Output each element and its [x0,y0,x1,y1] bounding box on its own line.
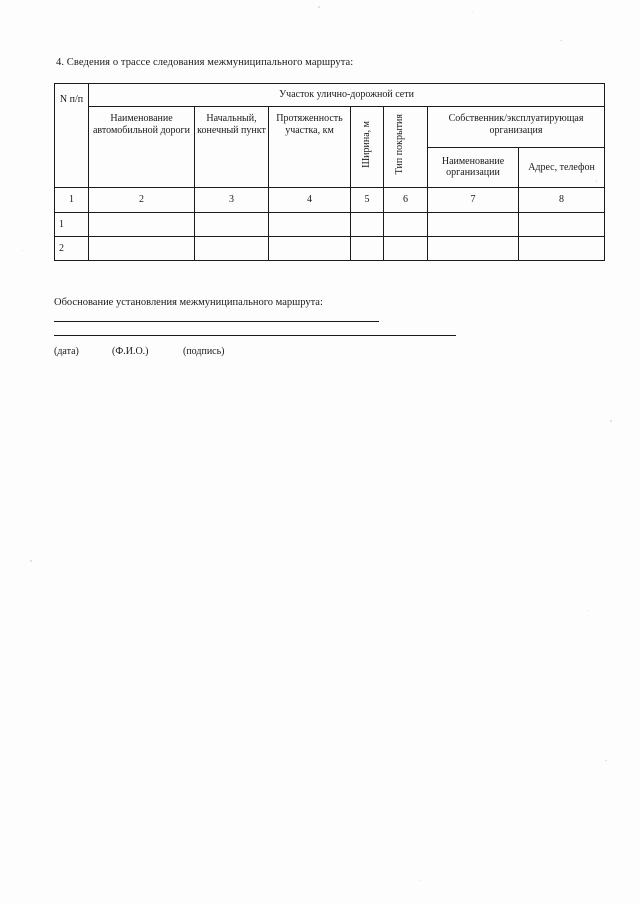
scan-speck [22,250,23,251]
route-basis-label: Обоснование установления межмуниципального маршрута: [54,297,323,308]
header-length: Протяженность участка, км [269,107,351,188]
header-road-name: Наименование автомобильной дороги [89,107,195,188]
table-header-row [55,84,605,107]
header-start-end-point: Начальный, конечный пункт [195,107,269,188]
table-cell[interactable] [428,213,519,237]
signature-fio-label: (Ф.И.О.) [112,346,149,357]
column-number: 8 [519,188,605,213]
column-number: 2 [89,188,195,213]
table-cell[interactable] [89,237,195,261]
table-cell[interactable] [269,237,351,261]
column-number: 7 [428,188,519,213]
table-cell[interactable] [384,213,428,237]
header-np: N п/п [55,84,89,188]
section-title: 4. Сведения о трассе следования межмуниципального маршрута: [56,57,354,68]
scan-speck [588,610,589,611]
table-cell[interactable] [195,213,269,237]
column-number: 1 [55,188,89,213]
scan-speck [605,760,607,761]
table-cell[interactable] [269,213,351,237]
table-cell[interactable] [351,237,384,261]
scan-speck [472,12,473,13]
signature-date-label: (дата) [54,346,79,357]
header-street-section: Участок улично-дорожной сети [89,84,605,107]
column-number: 5 [351,188,384,213]
route-table [54,83,605,261]
table-cell[interactable] [89,213,195,237]
header-address-phone: Адрес, телефон [519,147,605,188]
table-cell[interactable] [428,237,519,261]
basis-fill-line[interactable] [54,335,456,336]
header-surface-text: Тип покрытия [393,113,405,175]
table-cell[interactable] [384,237,428,261]
table-cell[interactable] [519,237,605,261]
scan-speck [610,420,612,422]
column-number: 3 [195,188,269,213]
row-index: 2 [55,237,89,261]
table-row [55,237,605,261]
header-owner-organization: Собственник/эксплуатирующая организация [428,107,605,148]
table-cell[interactable] [351,213,384,237]
header-surface-type [384,107,428,188]
table-cell[interactable] [195,237,269,261]
table-subheader-row [55,107,605,148]
scan-speck [420,880,421,881]
header-width [351,107,384,188]
row-index: 1 [55,213,89,237]
scan-speck [560,40,562,41]
basis-fill-line[interactable] [54,321,379,322]
column-number: 4 [269,188,351,213]
column-number-row [55,188,605,213]
column-number: 6 [384,188,428,213]
table-row [55,213,605,237]
header-width-text: Ширина, м [361,120,373,168]
header-org-name: Наименование организации [428,147,519,188]
scan-speck [318,6,320,8]
signature-sign-label: (подпись) [183,346,225,357]
scan-speck [30,560,32,562]
table-cell[interactable] [519,213,605,237]
